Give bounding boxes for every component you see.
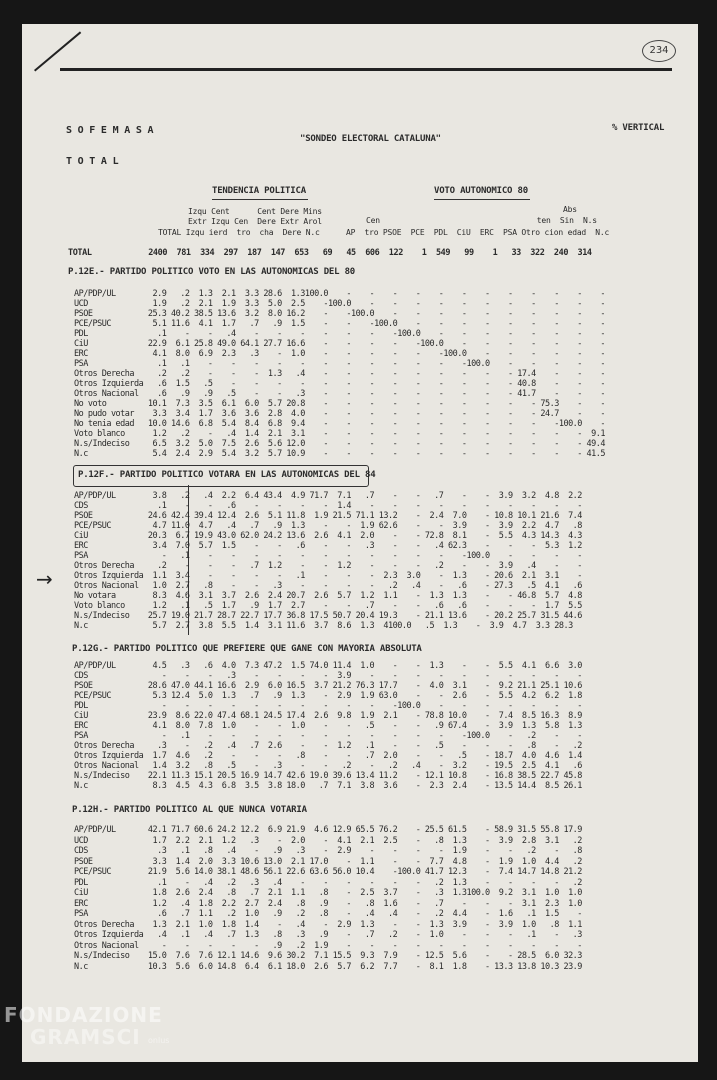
table-row: N.c 5.4 2.4 2.9 5.4 3.2 5.7 10.9 - - - - - - - - - - - - 41.5 bbox=[74, 449, 606, 459]
table-row: Otros Izquierda .4 .1 .4 .7 1.3 .8 .3 .9 - .7 .2 - 1.0 - - - .1 - .3 bbox=[74, 930, 582, 940]
table-row: PDL .1 - - .4 - - - - - - -100.0 - - - - - - - - bbox=[74, 329, 606, 339]
total-label: T O T A L bbox=[66, 156, 119, 167]
table-row: N.s/Indeciso 22.1 11.3 15.1 20.5 16.9 14.7 42.6 19.0 39.6 13.4 11.2 - 12.1 10.8 - 16.8 38.5 22.7 45.8 bbox=[74, 771, 582, 781]
table-row: CiU 1.8 2.6 2.4 .8 .7 2.1 1.1 .8 - 2.5 3.7 - .3 1.3100.0 9.2 3.1 1.0 1.0 bbox=[74, 888, 582, 898]
table-row: Otros Nacional 1.0 2.7 .8 - - .3 - - - - .2 .4 - .6 - 27.3 .5 4.1 .6 bbox=[74, 581, 582, 591]
table-row: No tenia edad 10.0 14.6 6.8 5.4 8.4 6.8 9.4 - - - - - - - - - - -100.0 - bbox=[74, 419, 606, 429]
table-row: PSOE 24.6 42.4 39.4 12.4 2.6 5.1 11.8 1.9 21.5 71.1 13.2 - 2.4 7.0 - 10.8 10.1 21.6 7.4 bbox=[74, 511, 582, 521]
col-head-2: Extr Izqu Cen Dere Extr Arol bbox=[188, 217, 322, 226]
col-head-4: Abs bbox=[563, 205, 577, 214]
col-head-6: AP tro PSOE PCE PDL CiU ERC PSA Otro cion edad N.c bbox=[346, 228, 610, 237]
table-row: UCD 1.7 2.2 2.1 1.2 .3 - 2.0 - 4.1 2.1 2.5 - .8 1.3 - 3.9 2.8 3.1 .2 bbox=[74, 835, 582, 846]
table-row: PDL - - - - - - - - - - -100.0 - - - - - - - bbox=[74, 701, 582, 711]
table-row: No voto 10.1 7.3 3.5 6.1 6.0 5.7 20.8 - - - - - - - - - - 75.3 - - bbox=[74, 399, 606, 409]
table-row: N.c 5.7 2.7 3.8 5.5 1.4 3.1 11.6 3.7 8.6 1.3 4100.0 .5 1.3 - 3.9 4.7 3.3 28.3 bbox=[74, 621, 573, 631]
table-row: PSA .1 .1 - - - - - - - - - - - -100.0 - - - - - bbox=[74, 359, 606, 369]
table-row: AP/PDP/UL 4.5 .3 .6 4.0 7.3 47.2 1.5 74.0 11.4 1.0 - - 1.3 - - 5.5 4.1 6.6 3.0 bbox=[74, 661, 582, 671]
watermark-line1: FONDAZIONE bbox=[4, 1003, 163, 1027]
table-row: PSA .6 .7 1.1 .2 1.0 .9 .2 .8 - .4 .4 - .2 4.4 - 1.6 .1 1.5 - bbox=[74, 909, 582, 919]
table-row: PSA - .1 - - - - - - - - - - - -100.0 - .2 - - bbox=[74, 731, 582, 741]
table-row: PCE/PSUC 5.1 11.6 4.1 1.7 .7 .9 1.5 - - -100.0 - - - - - - - - - bbox=[74, 319, 606, 329]
table-row: CiU 20.3 6.7 19.9 43.0 62.0 24.2 13.6 2.6 4.1 2.0 - - 72.8 8.1 - 5.5 4.3 14.3 4.3 bbox=[74, 531, 582, 541]
col-head-3: TOTAL Izqu ierd tro cha Dere N.c bbox=[158, 228, 320, 237]
total-row: TOTAL 2400 781 334 297 187 147 653 69 45 606 122 1 549 99 1 33 322 240 314 bbox=[68, 248, 592, 258]
table-row: Otros Derecha 1.3 2.1 1.0 1.8 1.4 - .4 - 2.9 1.3 - - 1.3 3.9 - 3.9 1.0 .8 1.1 bbox=[74, 919, 582, 930]
table-row: PSA - .1 - - - - - - - - - - - -100.0 - - - - bbox=[74, 551, 582, 561]
table-row: Otros Nacional .6 .9 .9 .5 - - .3 - - - - - - - - - 41.7 - - - bbox=[74, 389, 606, 399]
section-title: P.12G.- PARTIDO POLITICO QUE PREFIERE QUE GANE CON MAYORIA ABSOLUTA bbox=[72, 644, 422, 654]
group-tendencia: TENDENCIA POLITICA bbox=[212, 186, 306, 196]
section-title: P.12F.- PARTIDO POLITICO VOTARA EN LAS AUTONOMICAS DEL 84 bbox=[78, 470, 376, 480]
table-row: Otros Derecha .3 - .2 .4 .7 2.6 - - 1.2 .1 - - .5 - - - .8 - .2 bbox=[74, 741, 582, 751]
table-row: No pudo votar 3.3 3.4 1.7 3.6 3.6 2.8 4.0 - - - - - - - - - - 24.7 - - bbox=[74, 409, 606, 419]
table-row: PCE/PSUC 5.3 12.4 5.0 1.3 .7 .9 1.3 - 2.9 1.9 63.0 - - 2.6 - 5.5 4.2 6.2 1.8 bbox=[74, 691, 582, 701]
page-number: 234 bbox=[642, 40, 676, 62]
table-row: N.c 8.3 4.5 4.3 6.8 3.5 3.8 18.0 .7 7.1 3.8 3.6 - 2.3 2.4 - 13.5 14.4 8.5 26.1 bbox=[74, 781, 582, 791]
table-row: PSOE 28.6 47.0 44.1 16.6 2.9 6.0 16.5 3.7 21.2 76.3 17.7 - 4.0 3.1 - 9.2 21.1 25.1 10.6 bbox=[74, 681, 582, 691]
table-row: Otros Izquierda .6 1.5 .5 - - - - - - - - - - - - - 40.8 - - - bbox=[74, 379, 606, 389]
table-row: Otros Derecha .2 - - - .7 1.2 - - 1.2 - - - .2 - - 3.9 .4 - - bbox=[74, 561, 582, 571]
table-row: PDL .1 - .4 .2 .3 .4 - - - - - - .2 1.3 - - - - .2 bbox=[74, 877, 582, 888]
group-voto: VOTO AUTONOMICO 80 bbox=[434, 186, 528, 196]
table-row: Otros Izquierda 1.1 3.4 - - - - .1 - - - 2.3 3.0 - 1.3 - 20.6 2.1 3.1 - bbox=[74, 571, 582, 581]
table-row: CiU 22.9 6.1 25.8 49.0 64.1 27.7 16.6 - - - - -100.0 - - - - - - - bbox=[74, 339, 606, 349]
table-row: CDS .3 .1 .8 .4 - .9 .3 - 2.9 - - - - 1.9 - - .2 - .8 bbox=[74, 846, 582, 856]
table-row: Otros Nacional - - - - - .9 .2 1.9 - - - - - - - - - - - bbox=[74, 940, 582, 951]
col-head-5: Cen ten Sin N.s bbox=[366, 216, 597, 225]
company-name: S O F E M A S A bbox=[66, 125, 154, 136]
arrow-right-icon: → bbox=[36, 567, 53, 591]
watermark-line2: GRAMSCI bbox=[30, 1025, 141, 1049]
table-row: N.c 10.3 5.6 6.0 14.8 6.4 6.1 18.0 2.6 5.7 6.2 7.7 - 8.1 1.8 - 13.3 13.8 10.3 23.9 bbox=[74, 961, 582, 972]
table-row: No votara 8.3 4.6 3.1 3.7 2.6 2.4 20.7 2.6 5.7 1.2 1.1 - 1.3 1.3 - - 46.8 5.7 4.8 bbox=[74, 591, 582, 601]
survey-title: "SONDEO ELECTORAL CATALUNA" bbox=[300, 134, 441, 144]
table-row: Voto blanco 1.2 .2 - .4 1.4 2.1 3.1 - - - - - - - - - - - - 9.1 bbox=[74, 429, 606, 439]
table-row: CDS - - - .3 - - - - 3.9 - - - - - - - - - - bbox=[74, 671, 582, 681]
table-row: ERC 1.2 .4 1.8 2.2 2.7 2.4 .8 .9 - .8 1.6 - .7 - - - 3.1 2.3 1.0 bbox=[74, 898, 582, 909]
table-row: PSOE 3.3 1.4 2.0 3.3 10.6 13.0 2.1 17.0 - 1.1 - - 7.7 4.8 - 1.9 1.0 4.4 .2 bbox=[74, 856, 582, 867]
table-row: ERC 4.1 8.0 7.8 1.0 - - 1.0 - - .5 - - .9 67.4 - 3.9 1.3 5.8 1.3 bbox=[74, 721, 582, 731]
section-title: P.12E.- PARTIDO POLITICO VOTO EN LAS AUTONOMICAS DEL 80 bbox=[68, 267, 356, 277]
table-row: AP/PDP/UL 42.1 71.7 60.6 24.2 12.2 6.9 21.9 4.6 12.9 65.5 76.2 - 25.5 61.5 - 58.9 31.5 55.8 17.9 bbox=[74, 825, 582, 835]
top-rule bbox=[60, 68, 672, 71]
table-row: CDS .1 - - .6 - - - - 1.4 - - - - - - - - - - bbox=[74, 501, 582, 511]
table-row: ERC 4.1 8.0 6.9 2.3 .3 - 1.0 - - - - - -100.0 - - - - - - bbox=[74, 349, 606, 359]
table-row: Otros Nacional 1.4 3.2 .8 .5 - .3 - - .2 - .2 .4 - 3.2 - 19.5 2.5 4.1 .6 bbox=[74, 761, 582, 771]
table-row: PCE/PSUC 21.9 5.6 14.0 38.1 48.6 56.1 22.6 63.6 56.0 10.4 -100.0 41.7 12.3 - 7.4 14.7 14.8 21.2 bbox=[74, 867, 582, 877]
col-head-1: Izqu Cent Cent Dere Mins bbox=[188, 207, 322, 216]
percent-mode: % VERTICAL bbox=[612, 123, 665, 133]
group-tendencia-underline bbox=[212, 199, 308, 200]
group-voto-underline bbox=[434, 199, 530, 200]
table-row: PSOE 25.3 40.2 38.5 13.6 3.2 8.0 16.2 - -100.0 - - - - - - - - - - bbox=[74, 309, 606, 319]
table-row: PCE/PSUC 4.7 11.0 4.7 .4 .7 .9 1.3 - - 1.9 62.6 - - 3.9 - 3.9 2.2 4.7 .8 bbox=[74, 521, 582, 531]
table-row: N.s/Indeciso 15.0 7.6 7.6 12.1 14.6 9.6 30.2 7.1 15.5 9.3 7.9 - 12.5 5.6 - - 28.5 6.0 32.3 bbox=[74, 951, 582, 961]
table-row: Voto blanco 1.2 .1 .5 1.7 .9 1.7 2.7 - - .7 - - .6 .6 - - - 1.7 5.5 bbox=[74, 601, 582, 611]
table-row: UCD 1.9 .2 2.1 1.9 3.3 5.0 2.5 -100.0 - - - - - - - - - - - bbox=[74, 299, 606, 309]
table-row: AP/PDP/UL 3.8 .2 .4 2.2 6.4 43.4 4.9 71.7 7.1 .7 - - .7 - - 3.9 3.2 4.8 2.2 bbox=[74, 491, 582, 501]
table-row: AP/PDP/UL 2.9 .2 1.3 2.1 3.3 28.6 1.3100.0 - - - - - - - - - - - - bbox=[74, 289, 606, 299]
watermark-line3: onlus bbox=[148, 1036, 170, 1045]
table-row: N.s/Indeciso 25.7 19.0 21.7 28.7 22.7 17.7 36.8 17.5 50.7 20.4 19.3 - 21.1 13.6 - 20.2 25.7 31.5 44.6 bbox=[74, 611, 582, 621]
table-row: N.s/Indeciso 6.5 3.2 5.0 7.5 2.6 5.6 12.0 - - - - - - - - - - - - 49.4 bbox=[74, 439, 606, 449]
table-row: CiU 23.9 8.6 22.0 47.4 68.1 24.5 17.4 2.6 9.8 1.9 2.1 - 78.8 10.0 - 7.4 8.5 16.3 8.9 bbox=[74, 711, 582, 721]
table-row: Otros Izquierda 1.7 4.6 .2 - - - .8 - - .7 2.0 - - .5 - 18.7 4.0 4.6 1.4 bbox=[74, 751, 582, 761]
section-title: P.12H.- PARTIDO POLITICO AL QUE NUNCA VOTARIA bbox=[72, 805, 307, 815]
table-row: Otros Derecha .2 .2 - - - 1.3 .4 - - - - - - - - - 17.4 - - - bbox=[74, 369, 606, 379]
table-row: ERC 3.4 7.0 5.7 1.5 - - .6 - - .3 - - .4 62.3 - - - 5.3 1.2 bbox=[74, 541, 582, 551]
